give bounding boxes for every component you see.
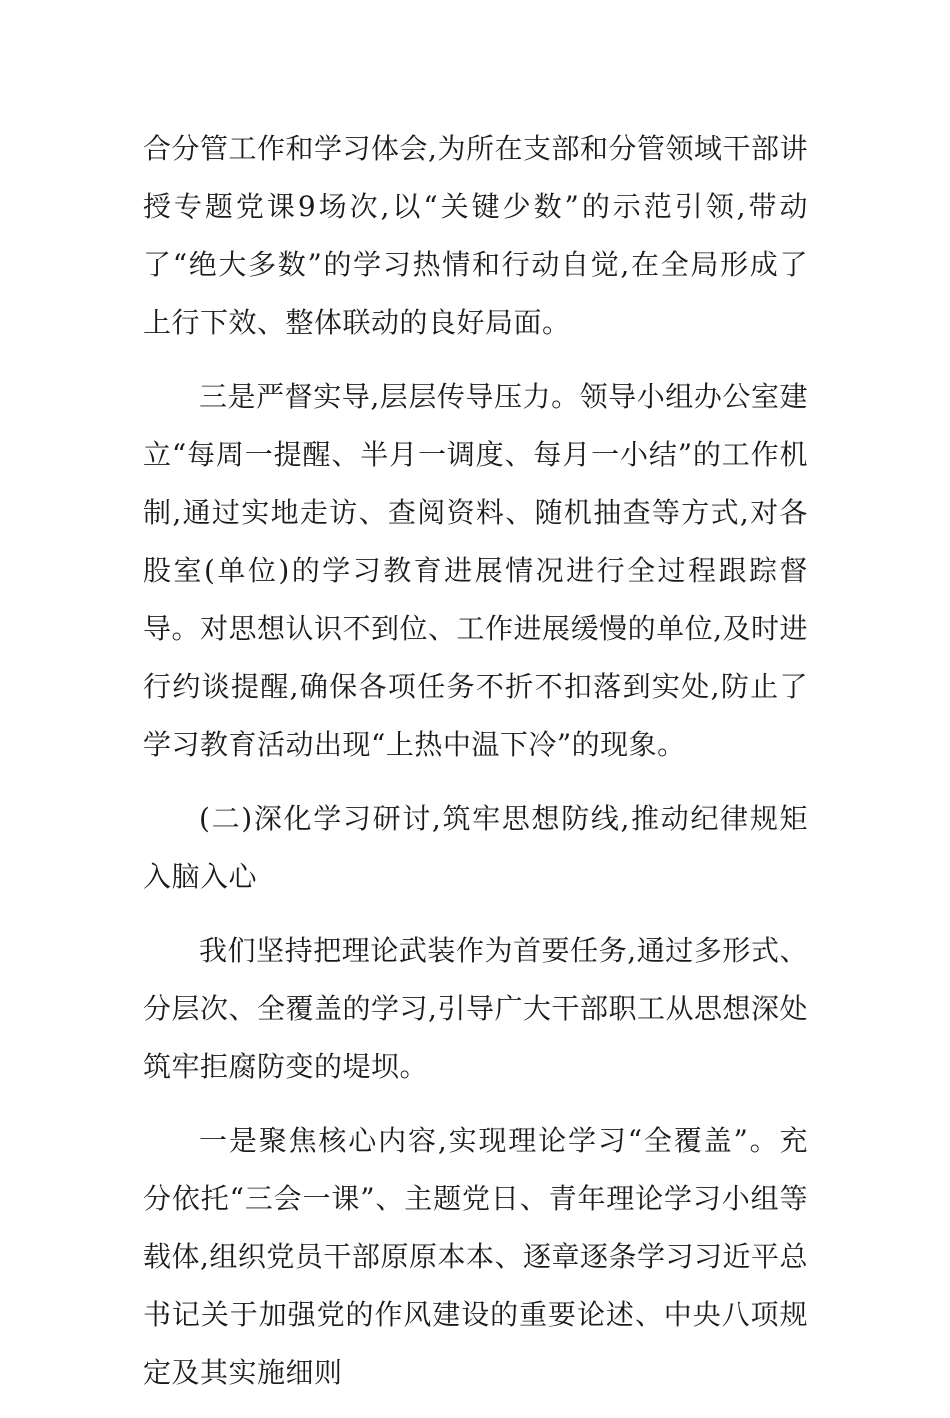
paragraph-continuation: 合分管工作和学习体会,为所在支部和分管领域干部讲授专题党课9场次,以“关键少数”的示范引领,带动了“绝大多数”的学习热情和行动自觉,在全局形成了上行下效、整体联动的良好局面。: [143, 132, 808, 339]
section-heading: (二)深化学习研讨,筑牢思想防线,推动纪律规矩入脑入心: [143, 802, 808, 893]
paragraph-core-content: 一是聚焦核心内容,实现理论学习“全覆盖”。充分依托“三会一课”、主题党日、青年理论学习小组等载体,组织党员干部原原本本、逐章逐条学习习近平总书记关于加强党的作风建设的重要论述、中央八项规定及其实施细则: [143, 1124, 808, 1389]
paragraph-supervision: 三是严督实导,层层传导压力。领导小组办公室建立“每周一提醒、半月一调度、每月一小结”的工作机制,通过实地走访、查阅资料、随机抽查等方式,对各股室(单位)的学习教育进展情况进行全过程跟踪督导。对思想认识不到位、工作进展缓慢的单位,及时进行约谈提醒,确保各项任务不折不扣落到实处,防止了学习教育活动出现“上热中温下冷”的现象。: [143, 380, 808, 761]
paragraph-theory: 我们坚持把理论武装作为首要任务,通过多形式、分层次、全覆盖的学习,引导广大干部职工从思想深处筑牢拒腐防变的堤坝。: [143, 934, 808, 1083]
document-body: [143, 120, 808, 1418]
